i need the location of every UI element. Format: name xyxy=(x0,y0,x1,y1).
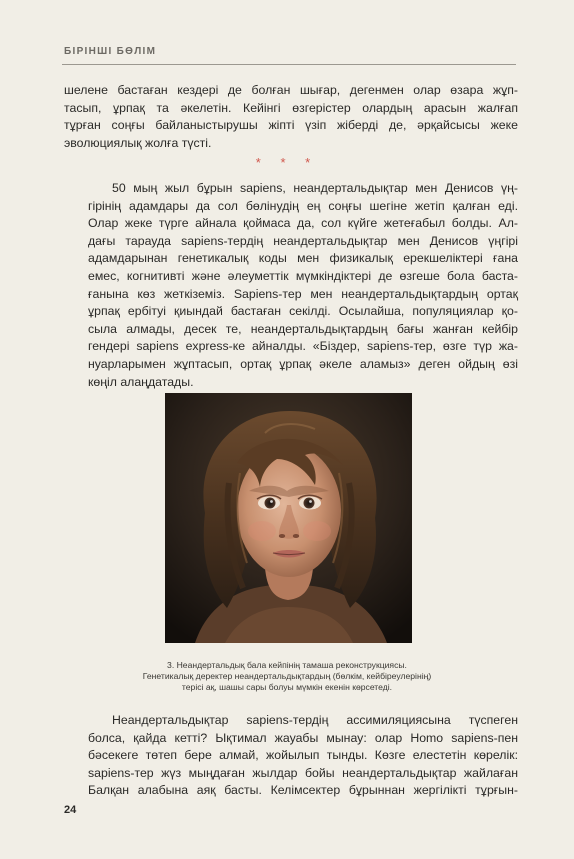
running-header: БІРІНШІ БӨЛІМ xyxy=(64,46,157,57)
neanderthal-child-photo xyxy=(165,393,412,643)
text-line: болса, қайда кетті? Ықтимал жауабы мынау: олар Homo sapiens-пен xyxy=(88,730,518,745)
text-line: шелене бастаған кездері де болған шығар, дегенмен олар өзара жұп- xyxy=(64,83,518,97)
text-line: нуарларымен жұптасып, ортақ ұрпақ әкеле аламыз» деген ойдың өзі xyxy=(88,356,518,371)
text-line: тұрған соңғы байланыстырушы жіпті үзіп жіберді де, әрқайсысы жеке xyxy=(64,118,518,133)
caption-line: 3. Неандертальдық бала кейпінің тамаша реконструкциясы. xyxy=(167,660,407,670)
text-line: тасып, ұрпақ та әкелетін. Кейінгі өзгерістер олардың арасын жалғап xyxy=(64,100,518,115)
text-line: ғанына көз жеткіземіз. Sapiens-тер мен неандертальдықтардың ортақ xyxy=(88,286,518,301)
text-line: гендері sapiens express-ке айналды. «Біздер, sapiens-тер, өзге түр жа- xyxy=(88,339,518,354)
text-line: Олар жеке түрге айнала қоймаса да, сол күйге жетеғабыл болды. Ал- xyxy=(88,216,518,231)
paragraph-final xyxy=(64,712,518,800)
text-line: дағы тарауда sapiens-тердің неандертальдықтар мен Денисов үңгірі xyxy=(88,233,518,248)
text-line: 50 мың жыл бұрын sapiens, неандертальдықтар мен Денисов үң- xyxy=(112,181,518,195)
text-line: Неандертальдықтар sapiens-тердің ассимиляциясына түспеген xyxy=(112,713,518,727)
page-number: 24 xyxy=(64,804,77,816)
paragraph-continuation xyxy=(64,82,518,152)
text-line: көңіл алаңдатады. xyxy=(88,374,194,389)
text-line: емес, когнитивті және әлеуметтік мүмкіндіктері де өзгеше бола баста- xyxy=(88,268,518,283)
header-rule xyxy=(62,64,516,65)
caption-line: терісі ақ, шашы сары болуы мүмкін екенін көрсетеді. xyxy=(181,682,393,692)
text-line: эволюциялық жолға түсті. xyxy=(64,135,212,150)
text-line: ұрпақ ербітуі қиындай бастаған секілді. Осылайша, популяциялар қо- xyxy=(88,304,518,319)
text-line: sapiens-тер жүз мыңдаған жылдар бойы неандертальдықтар жайлаған xyxy=(88,765,518,780)
text-line: Балқан алабына аяқ басты. Келімсектер бұрыннан жергілікті тұрғын- xyxy=(88,783,518,798)
section-separator: * * * xyxy=(255,155,319,170)
paragraph-main xyxy=(64,180,518,391)
text-line: сыла алмады, десек те, неандертальдықтардың бағы жанған кейбір xyxy=(88,321,518,336)
text-line: адамдарынан генетикалық коды мен физикалық ерекшеліктері ғана xyxy=(88,251,518,266)
caption-line: Генетикалық деректер неандертальдықтардың (бөлкім, кейбіреулерінің) xyxy=(142,671,432,681)
text-line: гірінің адамдары да сол бөлінудің ең соңғы шегіне жетіп қалған еді. xyxy=(88,198,518,213)
figure-caption xyxy=(90,660,484,693)
text-line: бәсекеге төтеп бере алмай, жойылып тынды. Көзге елестетін көрелік: xyxy=(88,748,518,763)
